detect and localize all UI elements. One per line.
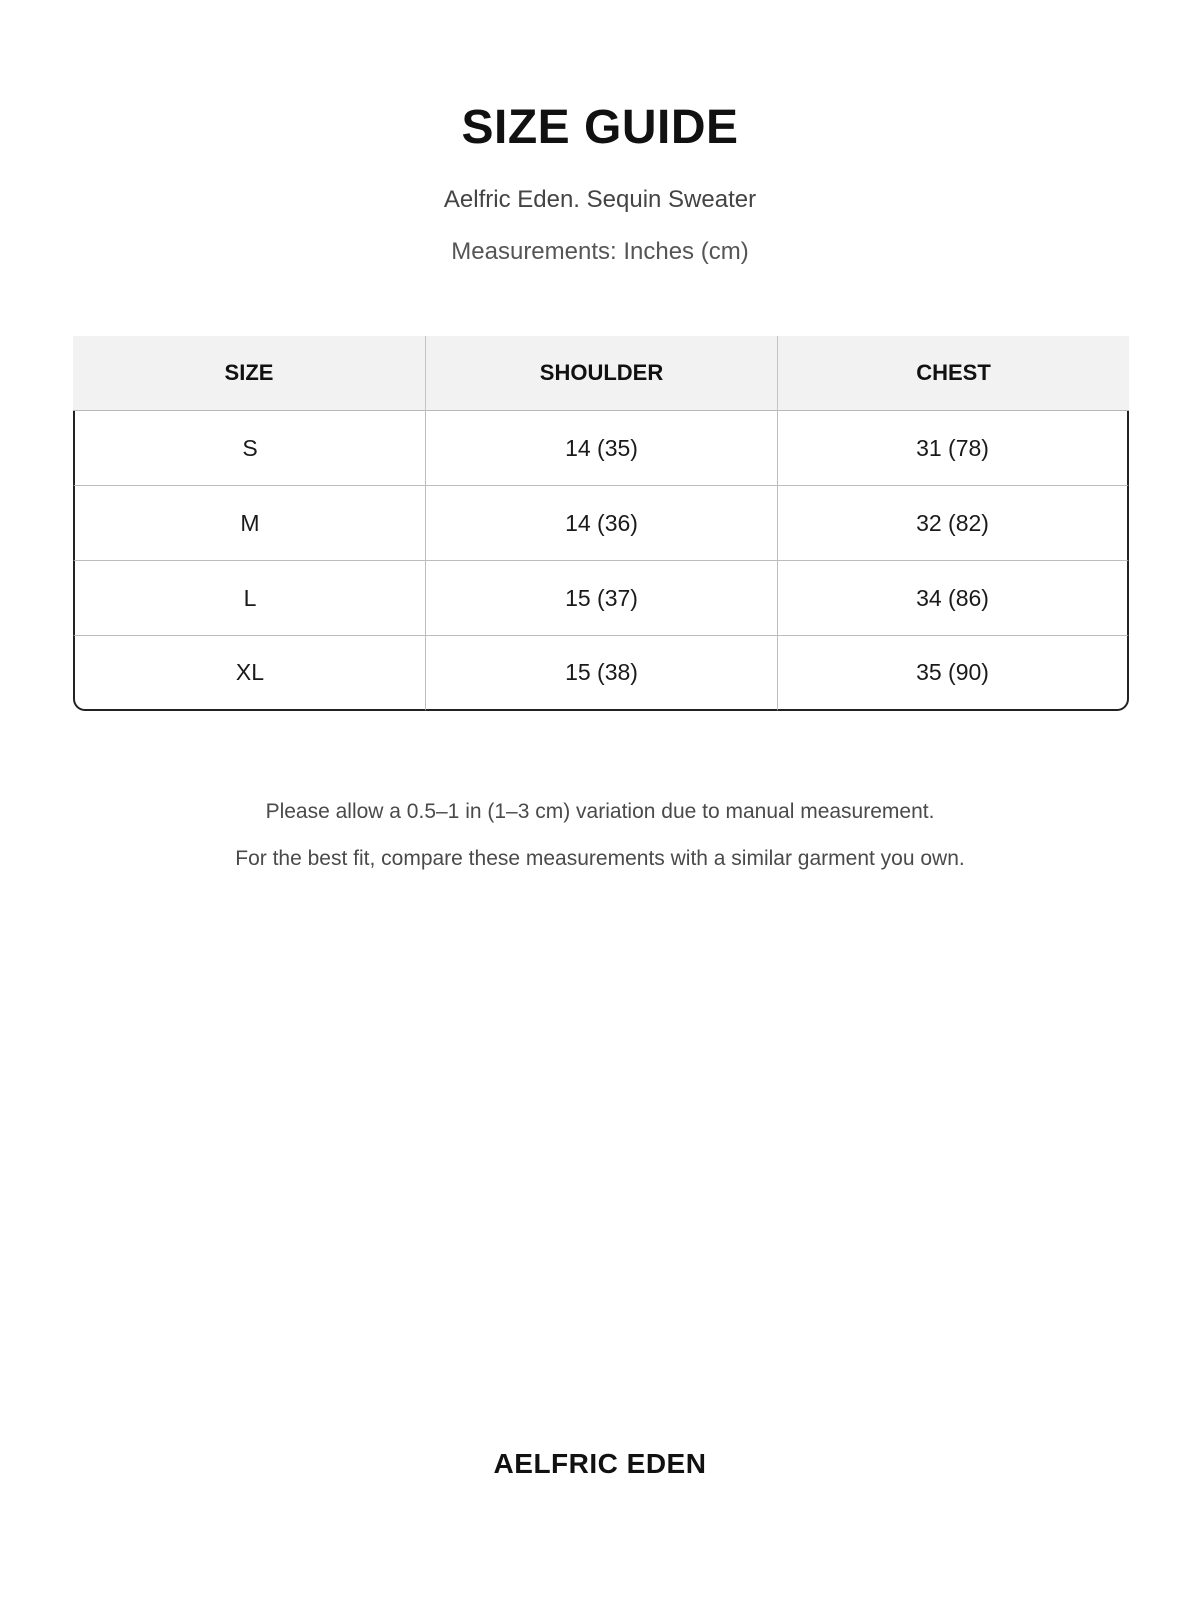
column-header-chest: CHEST bbox=[777, 336, 1129, 411]
table-row bbox=[73, 561, 1129, 636]
shoulder-cell: 15 (37) bbox=[425, 561, 777, 636]
column-header-size: SIZE bbox=[73, 336, 425, 411]
table-header-row bbox=[73, 336, 1129, 411]
shoulder-cell: 14 (36) bbox=[425, 486, 777, 561]
table-row bbox=[73, 411, 1129, 486]
page-title: SIZE GUIDE bbox=[461, 101, 739, 154]
chest-cell: 35 (90) bbox=[777, 636, 1129, 711]
shoulder-cell: 14 (35) bbox=[425, 411, 777, 486]
column-header-shoulder: SHOULDER bbox=[425, 336, 777, 411]
table-row bbox=[73, 636, 1129, 711]
variation-note: Please allow a 0.5–1 in (1–3 cm) variation due to manual measurement. bbox=[265, 800, 935, 823]
measurement-units: Measurements: Inches (cm) bbox=[451, 238, 749, 265]
size-cell: S bbox=[73, 411, 425, 486]
size-cell: XL bbox=[73, 636, 425, 711]
size-cell: M bbox=[73, 486, 425, 561]
chest-cell: 31 (78) bbox=[777, 411, 1129, 486]
size-cell: L bbox=[73, 561, 425, 636]
size-chart-table bbox=[73, 336, 1129, 711]
brand-logo-text: AELFRIC EDEN bbox=[493, 1448, 707, 1479]
table-row bbox=[73, 486, 1129, 561]
product-name: Aelfric Eden. Sequin Sweater bbox=[443, 186, 757, 213]
shoulder-cell: 15 (38) bbox=[425, 636, 777, 711]
chest-cell: 34 (86) bbox=[777, 561, 1129, 636]
chest-cell: 32 (82) bbox=[777, 486, 1129, 561]
fit-tip-note: For the best fit, compare these measurements with a similar garment you own. bbox=[235, 847, 965, 870]
